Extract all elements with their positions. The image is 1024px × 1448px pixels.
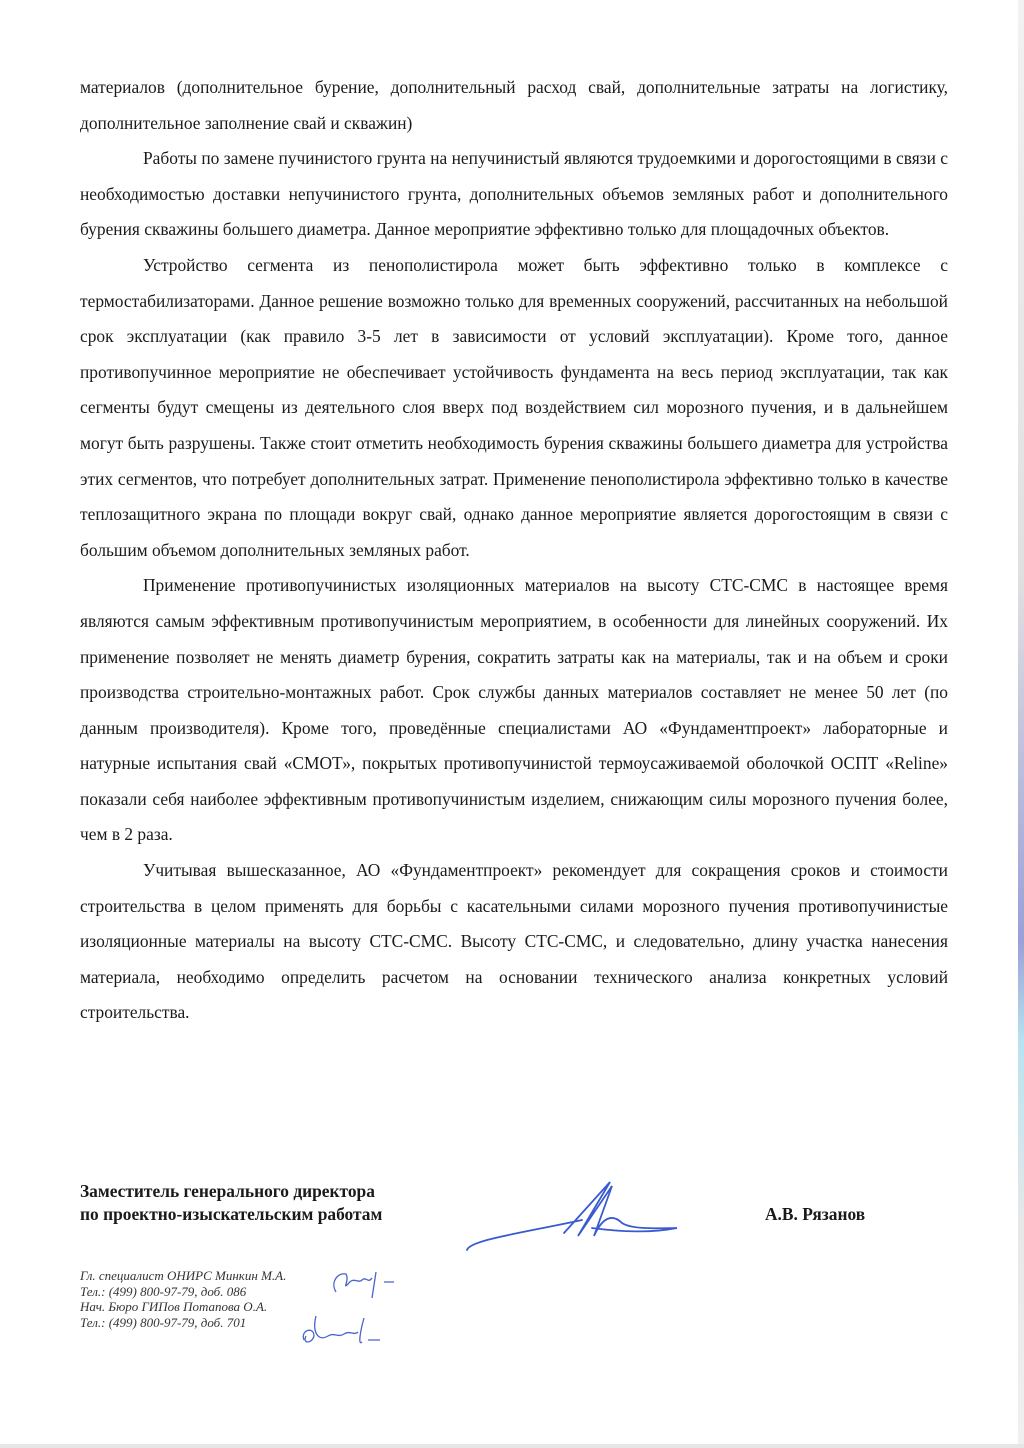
contact-2-name: Нач. Бюро ГИПов Потапова О.А. — [80, 1299, 268, 1314]
initials-signature-1 — [328, 1262, 423, 1302]
scan-bottom-edge — [0, 1444, 1024, 1448]
document-body — [80, 70, 948, 1031]
signatory-name: А.В. Рязанов — [765, 1204, 866, 1224]
paragraph-polystyrene: Устройство сегмента из пенополистирола может быть эффективно только в комплексе с термостабилизаторами. Данное решение возможно только для временных сооружений, рассчитанных на небольшой срок эксплуатации (как правило 3-5 лет в зависимости от условий эксплуатации). Кроме того, данное противопучинное мероприятие не обеспечивает устойчивость фундамента на весь период эксплуатации, так как сегменты будут смещены из деятельного слоя вверх под воздействием сил морозного пучения, и в дальнейшем могут быть разрушены. Также стоит отметить необходимость бурения скважины большего диаметра для устройства этих сегментов, что потребует дополнительных затрат. Применение пенополистирола эффективно только в качестве теплозащитного экрана по площади вокруг свай, однако данное мероприятие является дорогостоящим в связи с большим объемом дополнительных земляных работ. — [80, 254, 948, 560]
handwritten-signature — [462, 1178, 692, 1258]
contact-1-name: Гл. специалист ОНИРС Минкин М.А. — [80, 1268, 287, 1283]
contacts-footer — [80, 1268, 286, 1330]
title-line-1: Заместитель генерального директора — [80, 1181, 375, 1201]
paragraph-soil-replacement: Работы по замене пучинистого грунта на непучинистый являются трудоемкими и дорогостоящими в связи с необходимостью доставки непучинистого грунта, дополнительных объемов земляных работ и дополнительного бурения скважины большего диаметра. Данное мероприятие эффективно только для площадочных объектов. — [80, 148, 948, 240]
paragraph-insulation-materials: Применение противопучинистых изоляционных материалов на высоту СТС-СМС в настоящее время являются самым эффективным противопучинистым мероприятием, в особенности для линейных сооружений. Их применение позволяет не менять диаметр бурения, сократить затраты как на материалы, так и на объем и сроки производства строительно-монтажных работ. Срок службы данных материалов составляет не менее 50 лет (по данным производителя). Кроме того, проведённые специалистами АО «Фундаментпроект» лабораторные и натурные испытания свай «СМОТ», покрытых противопучинистой термоусаживаемой оболочкой ОСПТ «Reline» показали себя наиболее эффективным противопучинистым изделием, снижающим силы морозного пучения более, чем в 2 раза. — [80, 575, 948, 845]
initials-signature-2 — [300, 1312, 400, 1352]
contact-1-phone: Тел.: (499) 800-97-79, доб. 086 — [80, 1283, 247, 1299]
contact-2-phone: Тел.: (499) 800-97-79, доб. 701 — [80, 1314, 247, 1330]
paragraph-continuation: материалов (дополнительное бурение, дополнительный расход свай, дополнительные затраты на логистику, дополнительное заполнение свай и скважин) — [80, 77, 948, 133]
scan-edge-artifact — [1018, 0, 1024, 1448]
paragraph-recommendation: Учитывая вышесказанное, АО «Фундаментпроект» рекомендует для сокращения сроков и стоимости строительства в целом применять для борьбы с касательными силами морозного пучения противопучинистые изоляционные материалы на высоту СТС-СМС. Высоту СТС-СМС, и следовательно, длину участка нанесения материала, необходимо определить расчетом на основании технического анализа конкретных условий строительства. — [80, 860, 948, 1023]
title-line-2: по проектно-изыскательским работам — [80, 1204, 383, 1224]
signatory-title — [80, 1180, 382, 1226]
